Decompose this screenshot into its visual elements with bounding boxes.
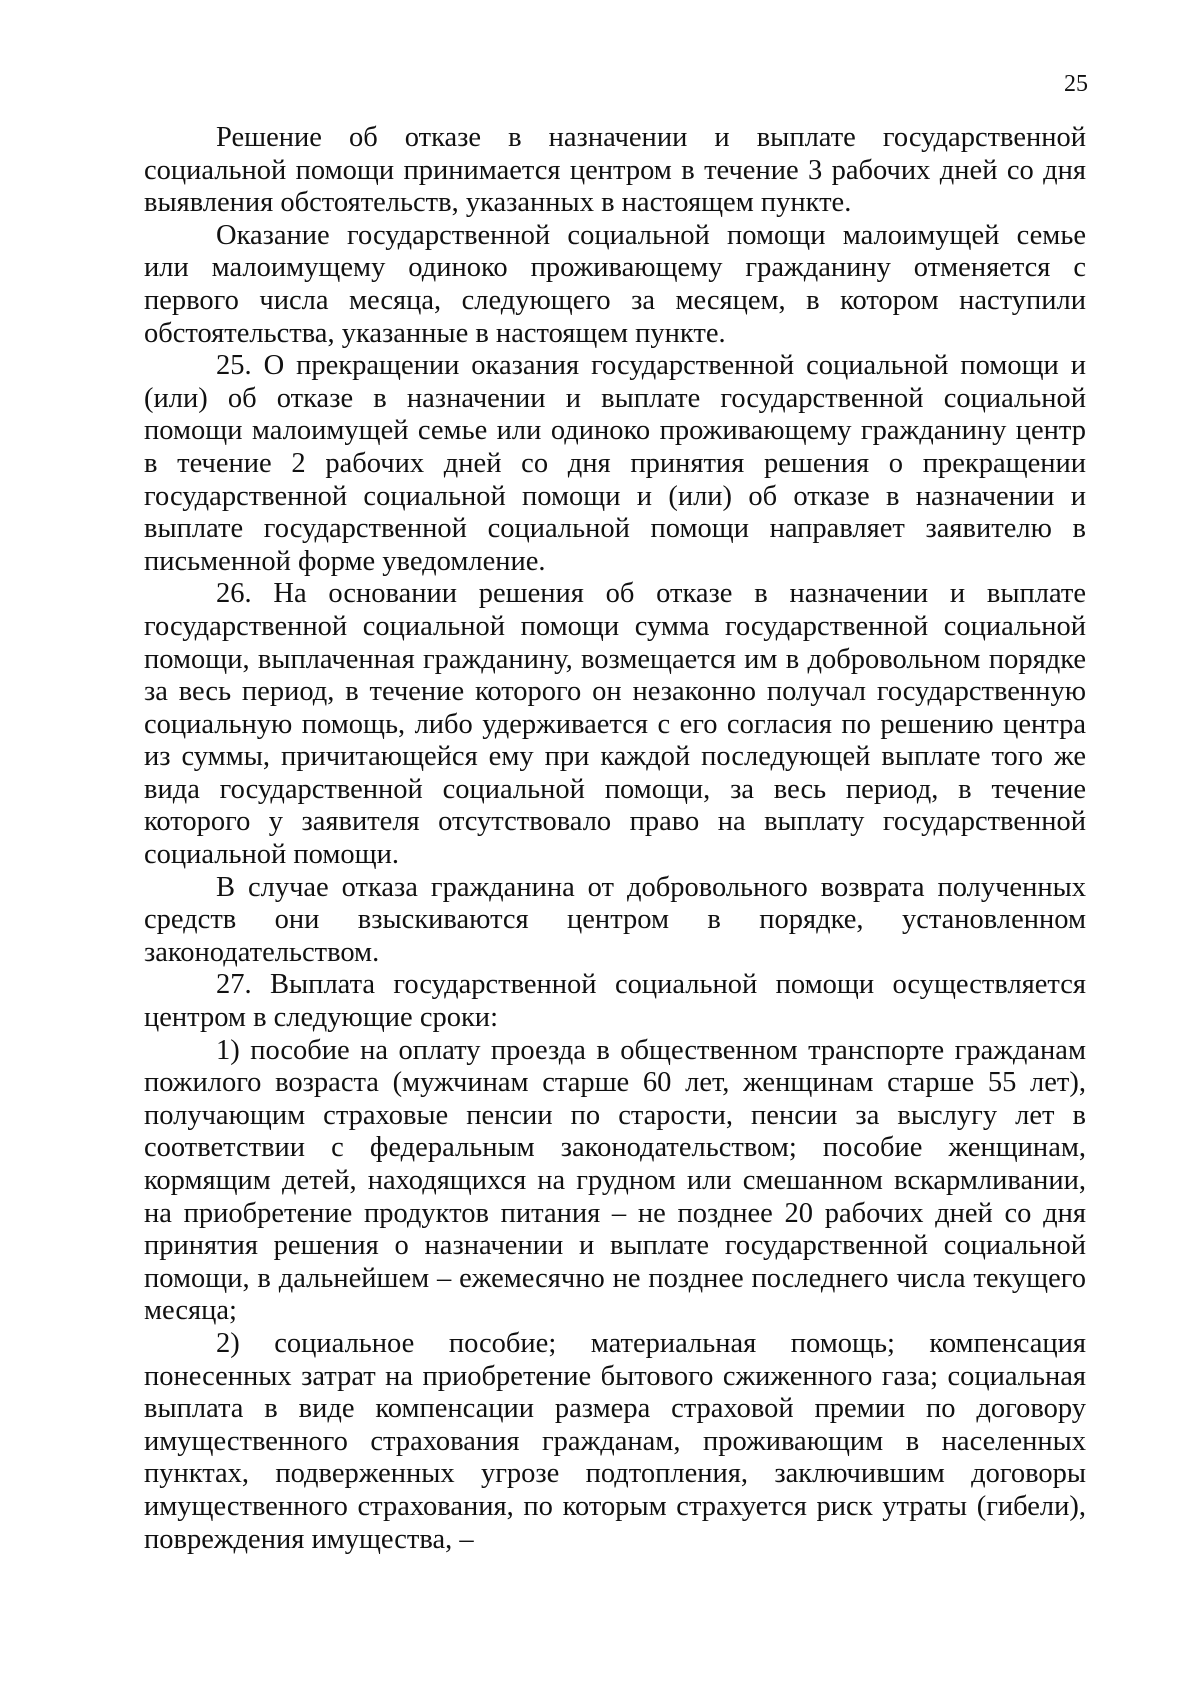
page-number: 25 <box>1064 71 1088 97</box>
document-body <box>144 122 1086 1556</box>
paragraph-refund-refusal: В случае отказа гражданина от добровольного возврата полученных средств они взыскиваются центром в порядке, установленном законодательством. <box>144 871 1086 968</box>
paragraph-item-26: 26. На основании решения об отказе в назначении и выплате государственной социальной помощи сумма государственной социальной помощи, выплаченная гражданину, возмещается им в добровольном порядке за весь период, в течение которого он незаконно получал государственную социальную помощь, либо удерживается с его согласия по решению центра из суммы, причитающейся ему при каждой последующей выплате того же вида государственной социальной помощи, за весь период, в течение которого у заявителя отсутствовало право на выплату государственной социальной помощи. <box>144 578 1086 871</box>
paragraph-item-25: 25. О прекращении оказания государственной социальной помощи и (или) об отказе в назначении и выплате государственной социальной помощи малоимущей семье или одиноко проживающему гражданину центр в течение 2 рабочих дней со дня принятия решения о прекращении государственной социальной помощи и (или) об отказе в назначении и выплате государственной социальной помощи направляет заявителю в письменной форме уведомление. <box>144 350 1086 577</box>
paragraph-refusal-decision: Решение об отказе в назначении и выплате государственной социальной помощи принимается центром в течение 3 рабочих дней со дня выявления обстоятельств, указанных в настоящем пункте. <box>144 122 1086 219</box>
paragraph-item-27: 27. Выплата государственной социальной помощи осуществляется центром в следующие сроки: <box>144 969 1086 1034</box>
paragraph-subitem-2: 2) социальное пособие; материальная помощь; компенсация понесенных затрат на приобретение бытового сжиженного газа; социальная выплата в виде компенсации размера страховой премии по договору имущественного страхования гражданам, проживающим в населенных пунктах, подверженных угрозе подтопления, заключившим договоры имущественного страхования, по которым страхуется риск утраты (гибели), повреждения имущества, – <box>144 1327 1086 1555</box>
paragraph-assistance-cancellation: Оказание государственной социальной помощи малоимущей семье или малоимущему одиноко проживающему гражданину отменяется с первого числа месяца, следующего за месяцем, в котором наступили обстоятельства, указанные в настоящем пункте. <box>144 219 1086 349</box>
paragraph-subitem-1: 1) пособие на оплату проезда в общественном транспорте гражданам пожилого возраста (мужчинам старше 60 лет, женщинам старше 55 лет), получающим страховые пенсии по старости, пенсии за выслугу лет в соответствии с федеральным законодательством; пособие женщинам, кормящим детей, находящихся на грудном или смешанном вскармливании, на приобретение продуктов питания – не позднее 20 рабочих дней со дня принятия решения о назначении и выплате государственной социальной помощи, в дальнейшем – ежемесячно не позднее последнего числа текущего месяца; <box>144 1034 1086 1327</box>
